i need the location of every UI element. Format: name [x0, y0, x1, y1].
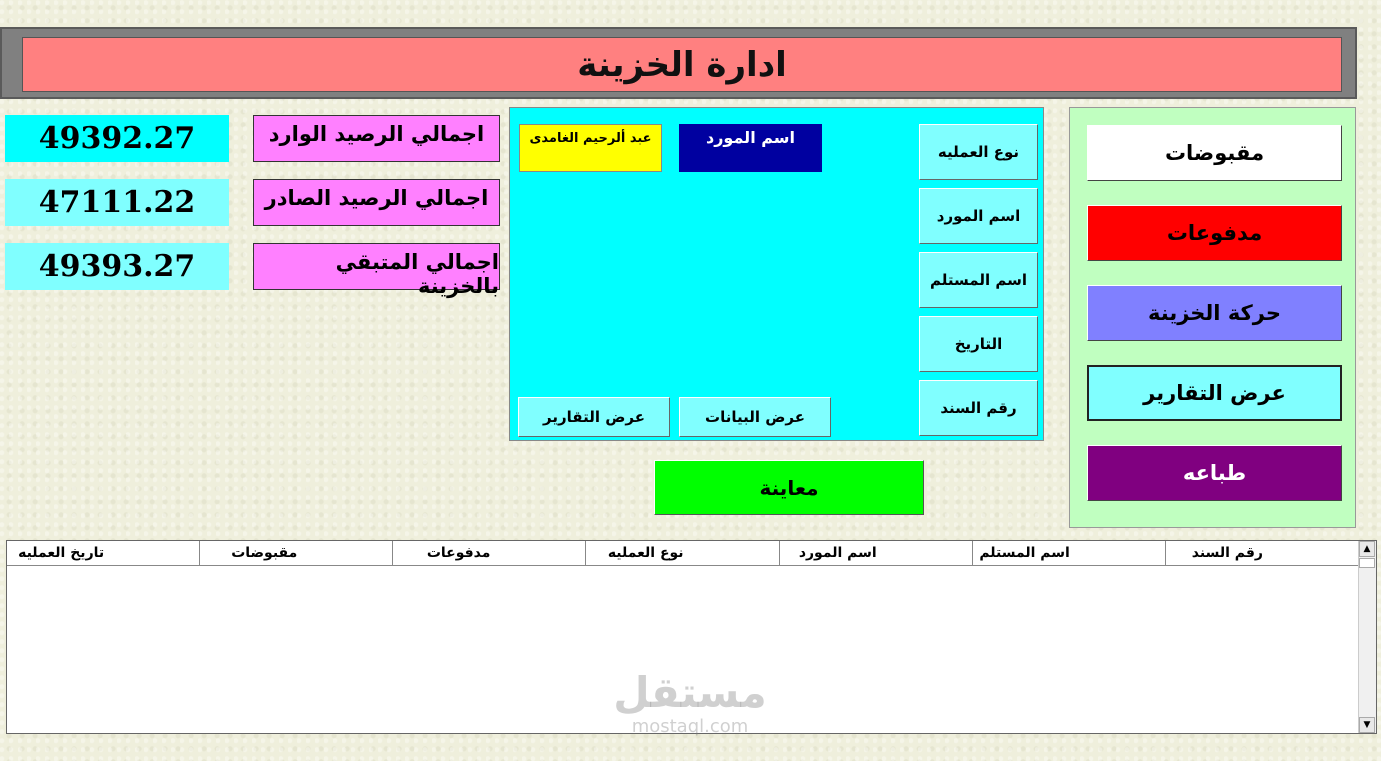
total-incoming-value: 49392.27	[5, 115, 229, 162]
reports-button[interactable]: عرض التقارير	[1087, 365, 1342, 421]
scroll-thumb[interactable]	[1359, 558, 1375, 568]
show-data-button[interactable]: عرض البيانات	[679, 397, 831, 437]
field-supplier-name-button[interactable]: اسم المورد	[919, 188, 1038, 244]
selected-field-label: اسم المورد	[679, 124, 822, 172]
total-remaining-label: اجمالي المتبقي بالخزينة	[253, 243, 500, 290]
receipts-button[interactable]: مقبوضات	[1087, 125, 1342, 181]
column-recipient-name[interactable]: اسم المستلم	[973, 541, 1166, 565]
total-outgoing-label: اجمالي الرصيد الصادر	[253, 179, 500, 226]
table-header	[7, 541, 1359, 566]
vertical-scrollbar[interactable]	[1358, 541, 1376, 733]
watermark-latin: mostaql.com	[631, 716, 749, 737]
scroll-down-icon[interactable]: ▼	[1359, 717, 1375, 733]
show-reports-button[interactable]: عرض التقارير	[518, 397, 670, 437]
column-supplier-name[interactable]: اسم المورد	[780, 541, 973, 565]
selected-supplier-value[interactable]: عبد ألرحيم الغامدى	[519, 124, 662, 172]
field-operation-type-button[interactable]: نوع العمليه	[919, 124, 1038, 180]
total-remaining-value: 49393.27	[5, 243, 229, 290]
page-title: ادارة الخزينة	[22, 37, 1342, 92]
preview-button[interactable]: معاينة	[654, 460, 924, 515]
field-voucher-number-button[interactable]: رقم السند	[919, 380, 1038, 436]
scroll-up-icon[interactable]: ▲	[1359, 541, 1375, 557]
total-outgoing-value: 47111.22	[5, 179, 229, 226]
column-voucher-number[interactable]: رقم السند	[1166, 541, 1359, 565]
column-operation-type[interactable]: نوع العمليه	[586, 541, 779, 565]
total-incoming-label: اجمالي الرصيد الوارد	[253, 115, 500, 162]
column-payments[interactable]: مدفوعات	[393, 541, 586, 565]
column-receipts[interactable]: مقبوضات	[200, 541, 393, 565]
watermark-arabic: مستقل	[613, 668, 767, 717]
field-date-button[interactable]: التاريخ	[919, 316, 1038, 372]
watermark-logo	[600, 670, 780, 745]
print-button[interactable]: طباعه	[1087, 445, 1342, 501]
payments-button[interactable]: مدفوعات	[1087, 205, 1342, 261]
column-operation-date[interactable]: تاريخ العمليه	[7, 541, 200, 565]
treasury-movement-button[interactable]: حركة الخزينة	[1087, 285, 1342, 341]
field-recipient-name-button[interactable]: اسم المستلم	[919, 252, 1038, 308]
